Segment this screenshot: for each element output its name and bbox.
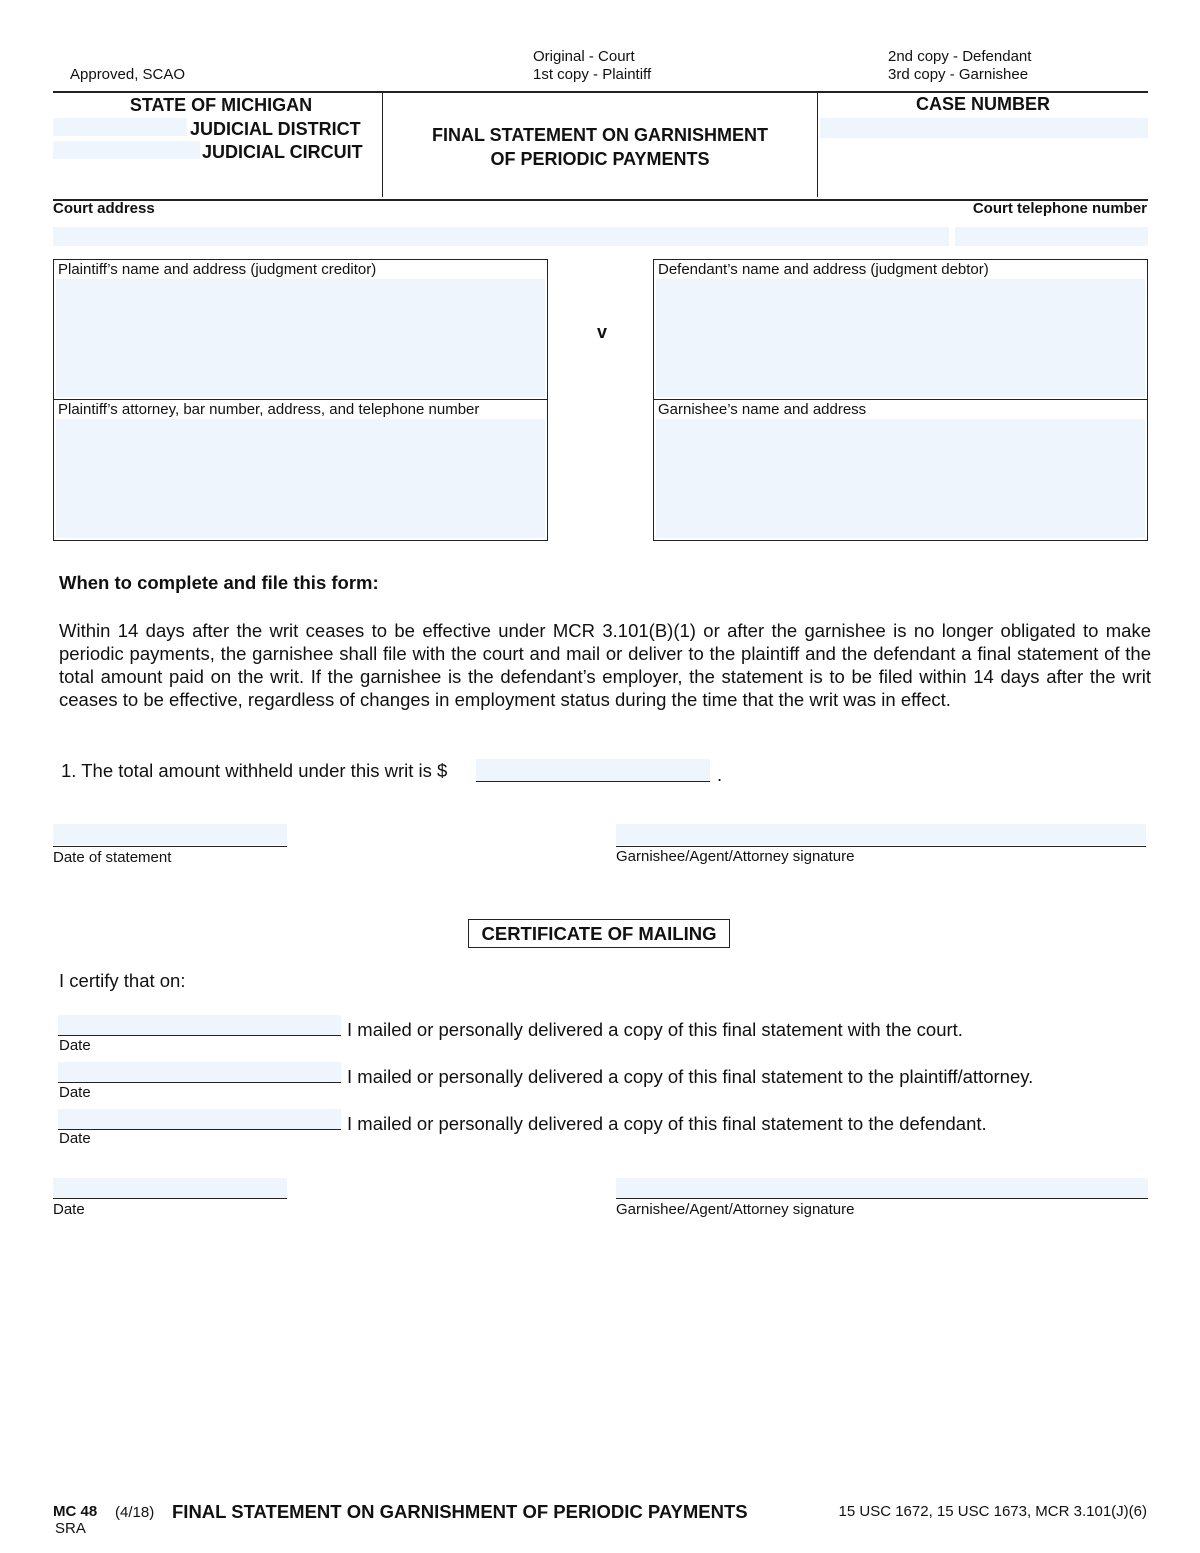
signature1-label: Garnishee/Agent/Attorney signature bbox=[616, 848, 855, 865]
plaintiff-label: Plaintiff’s name and address (judgment creditor) bbox=[58, 261, 377, 278]
attorney-field[interactable] bbox=[56, 419, 545, 538]
mailing-date-defendant-field[interactable] bbox=[58, 1109, 341, 1129]
item1-period: . bbox=[717, 764, 723, 785]
mailing-text-plaintiff: I mailed or personally delivered a copy of this final statement to the plaintiff/attorney. bbox=[347, 1066, 1034, 1087]
copy-second: 2nd copy - Defendant bbox=[888, 48, 1032, 65]
footer-citations: 15 USC 1672, 15 USC 1673, MCR 3.101(J)(6) bbox=[838, 1503, 1147, 1520]
certificate-date-underline bbox=[53, 1198, 287, 1199]
mailing-date-court-field[interactable] bbox=[58, 1015, 341, 1035]
copy-distribution-right bbox=[888, 48, 1031, 84]
instructions-heading: When to complete and file this form: bbox=[59, 572, 379, 593]
signature1-underline bbox=[616, 846, 1146, 847]
footer-title: FINAL STATEMENT ON GARNISHMENT OF PERIODIC PAYMENTS bbox=[172, 1501, 748, 1522]
garnishee-box bbox=[653, 399, 1148, 541]
certificate-date-field[interactable] bbox=[53, 1178, 287, 1198]
mailing-date-plaintiff-field[interactable] bbox=[58, 1062, 341, 1082]
versus-text: v bbox=[597, 322, 608, 342]
copy-original: Original - Court bbox=[533, 48, 635, 65]
state-heading: STATE OF MICHIGAN bbox=[129, 95, 313, 115]
copy-first: 1st copy - Plaintiff bbox=[533, 66, 652, 83]
mailing-date-defendant-underline bbox=[58, 1129, 341, 1130]
statement-date-label: Date of statement bbox=[53, 849, 172, 866]
garnishee-field[interactable] bbox=[656, 419, 1145, 538]
signature1-field[interactable] bbox=[616, 824, 1146, 845]
instructions-body: Within 14 days after the writ ceases to be effective under MCR 3.101(B)(1) or after the garnishee is no longer obligated to make periodic payments, the garnishee shall file with the court and mail or deliver to the plaintiff and the defendant a final statement of the total amount paid on the writ. If the garnishee is the defendant’s employer, the statement is to be filed within 14 days after the writ ceases to be effective, regardless of changes in employment status during the time that the writ was in effect. bbox=[59, 620, 1151, 710]
defendant-box bbox=[653, 259, 1148, 400]
court-phone-field[interactable] bbox=[955, 227, 1148, 246]
case-number-field[interactable] bbox=[820, 118, 1148, 138]
court-address-field[interactable] bbox=[53, 227, 949, 246]
court-phone-label: Court telephone number bbox=[972, 200, 1147, 217]
total-withheld-field[interactable] bbox=[476, 759, 710, 781]
total-withheld-underline bbox=[476, 781, 710, 782]
signature2-underline bbox=[616, 1198, 1148, 1199]
district-field[interactable] bbox=[53, 118, 187, 136]
mailing-text-court: I mailed or personally delivered a copy of this final statement with the court. bbox=[347, 1019, 963, 1040]
plaintiff-field[interactable] bbox=[56, 279, 545, 397]
defendant-label: Defendant’s name and address (judgment debtor) bbox=[658, 261, 989, 278]
circuit-field[interactable] bbox=[53, 141, 200, 159]
form-title bbox=[383, 123, 817, 171]
statement-date-underline bbox=[53, 846, 287, 847]
certificate-title: CERTIFICATE OF MAILING bbox=[468, 919, 730, 948]
mailing-date-court-underline bbox=[58, 1035, 341, 1036]
form-sra: SRA bbox=[55, 1520, 86, 1537]
item1-text: 1. The total amount withheld under this writ is $ bbox=[61, 760, 448, 781]
statement-date-field[interactable] bbox=[53, 824, 287, 845]
approved-text: Approved, SCAO bbox=[70, 66, 186, 83]
case-number-label: CASE NUMBER bbox=[915, 94, 1050, 114]
form-id: MC 48 bbox=[53, 1503, 98, 1520]
form-revision: (4/18) bbox=[115, 1504, 155, 1521]
form-title-line2: OF PERIODIC PAYMENTS bbox=[490, 149, 710, 169]
mailing-text-defendant: I mailed or personally delivered a copy of this final statement to the defendant. bbox=[347, 1113, 987, 1134]
mailing-date-defendant-label: Date bbox=[59, 1130, 91, 1147]
attorney-label: Plaintiff’s attorney, bar number, address, and telephone number bbox=[58, 401, 480, 418]
signature2-field[interactable] bbox=[616, 1178, 1148, 1198]
signature2-label: Garnishee/Agent/Attorney signature bbox=[616, 1201, 855, 1218]
certificate-intro: I certify that on: bbox=[59, 970, 186, 991]
copy-third: 3rd copy - Garnishee bbox=[888, 66, 1029, 83]
district-label: JUDICIAL DISTRICT bbox=[190, 119, 361, 139]
copy-distribution-left bbox=[533, 48, 651, 84]
form-title-line1: FINAL STATEMENT ON GARNISHMENT bbox=[432, 125, 768, 145]
plaintiff-box bbox=[53, 259, 548, 400]
certificate-date-label: Date bbox=[53, 1201, 85, 1218]
court-address-label: Court address bbox=[53, 200, 155, 217]
mailing-date-court-label: Date bbox=[59, 1037, 91, 1054]
garnishee-label: Garnishee’s name and address bbox=[658, 401, 867, 418]
circuit-label: JUDICIAL CIRCUIT bbox=[202, 142, 363, 162]
defendant-field[interactable] bbox=[656, 279, 1145, 397]
mailing-date-plaintiff-underline bbox=[58, 1082, 341, 1083]
attorney-box bbox=[53, 399, 548, 541]
mailing-date-plaintiff-label: Date bbox=[59, 1084, 91, 1101]
